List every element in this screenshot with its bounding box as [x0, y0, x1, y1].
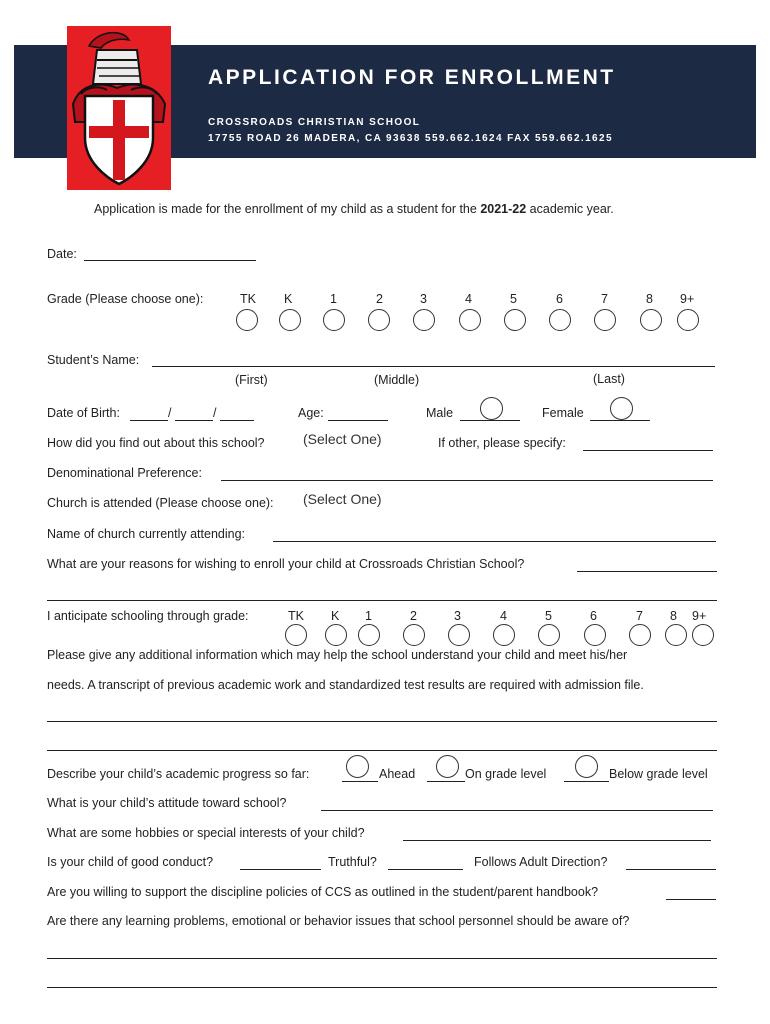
additional-info-line1: Please give any additional information which may help the school understand your child and meet his/her: [47, 648, 628, 662]
grade-radio-4[interactable]: [459, 309, 481, 331]
date-field[interactable]: [84, 260, 256, 261]
student-name-label: Student’s Name:: [47, 353, 140, 367]
anticipate-option-label: TK: [288, 609, 304, 623]
dob-separator: /: [213, 406, 217, 420]
follows-direction-label: Follows Adult Direction?: [474, 855, 608, 869]
church-name-label: Name of church currently attending:: [47, 527, 246, 541]
male-underline: [460, 420, 520, 421]
grade-option-label: 3: [420, 292, 427, 306]
school-logo: [67, 26, 171, 190]
grade-radio-1[interactable]: [323, 309, 345, 331]
church-name-field[interactable]: [273, 541, 716, 542]
grade-option-label: K: [284, 292, 293, 306]
reasons-field[interactable]: [577, 571, 717, 572]
female-label: Female: [542, 406, 584, 420]
discipline-field[interactable]: [666, 899, 716, 900]
other-specify-field[interactable]: [583, 450, 713, 451]
female-underline: [590, 420, 650, 421]
on-grade-label: On grade level: [465, 767, 547, 781]
school-name: CROSSROADS CHRISTIAN SCHOOL: [208, 117, 421, 128]
anticipate-option-label: 8: [670, 609, 677, 623]
anticipate-option-label: 1: [365, 609, 372, 623]
below-grade-radio[interactable]: [575, 755, 598, 778]
anticipate-radio-tk[interactable]: [285, 624, 307, 646]
hobbies-label: What are some hobbies or special interests of your child?: [47, 826, 365, 840]
date-label: Date:: [47, 247, 77, 261]
female-radio[interactable]: [610, 397, 633, 420]
intro-after: academic year.: [526, 202, 614, 216]
truthful-field[interactable]: [388, 869, 463, 870]
anticipate-radio-2[interactable]: [403, 624, 425, 646]
progress-label: Describe your child’s academic progress so far:: [47, 767, 310, 781]
dob-month-field[interactable]: [130, 420, 168, 421]
grade-option-label: TK: [240, 292, 256, 306]
anticipate-option-label: 7: [636, 609, 643, 623]
anticipate-option-label: 4: [500, 609, 507, 623]
anticipate-option-label: 3: [454, 609, 461, 623]
anticipate-radio-7[interactable]: [629, 624, 651, 646]
academic-year: 2021-22: [480, 202, 527, 216]
follows-direction-field[interactable]: [626, 869, 716, 870]
on-grade-radio[interactable]: [436, 755, 459, 778]
grade-option-label: 5: [510, 292, 517, 306]
grade-option-label: 2: [376, 292, 383, 306]
additional-info-field[interactable]: [47, 721, 717, 722]
reasons-field-line2[interactable]: [47, 600, 717, 601]
grade-radio-8[interactable]: [640, 309, 662, 331]
grade-option-label: 7: [601, 292, 608, 306]
anticipate-label: I anticipate schooling through grade:: [47, 609, 249, 623]
grade-radio-7[interactable]: [594, 309, 616, 331]
anticipate-option-label: 6: [590, 609, 597, 623]
truthful-label: Truthful?: [328, 855, 377, 869]
male-label: Male: [426, 406, 454, 420]
additional-info-line2: needs. A transcript of previous academic work and standardized test results are required with admission file.: [47, 678, 644, 692]
anticipate-radio-8[interactable]: [665, 624, 687, 646]
first-name-caption: (First): [235, 373, 268, 387]
anticipate-option-label: 5: [545, 609, 552, 623]
grade-option-label: 4: [465, 292, 472, 306]
additional-info-field-line2[interactable]: [47, 750, 717, 751]
anticipate-option-label: K: [331, 609, 340, 623]
anticipate-radio-5[interactable]: [538, 624, 560, 646]
anticipate-radio-3[interactable]: [448, 624, 470, 646]
form-title: APPLICATION FOR ENROLLMENT: [208, 66, 616, 89]
grade-option-label: 6: [556, 292, 563, 306]
learning-issues-field-line2[interactable]: [47, 987, 717, 988]
attitude-field[interactable]: [321, 810, 713, 811]
grade-radio-2[interactable]: [368, 309, 390, 331]
ahead-radio[interactable]: [346, 755, 369, 778]
dob-separator: /: [168, 406, 172, 420]
church-attended-select[interactable]: (Select One): [303, 491, 382, 507]
other-specify-label: If other, please specify:: [438, 436, 566, 450]
ahead-label: Ahead: [379, 767, 416, 781]
anticipate-radio-6[interactable]: [584, 624, 606, 646]
below-grade-underline: [564, 781, 609, 782]
hobbies-field[interactable]: [403, 840, 711, 841]
denomination-label: Denominational Preference:: [47, 466, 202, 480]
anticipate-radio-k[interactable]: [325, 624, 347, 646]
grade-option-label: 1: [330, 292, 337, 306]
anticipate-radio-9plus[interactable]: [692, 624, 714, 646]
find-school-select[interactable]: (Select One): [303, 431, 382, 447]
dob-year-field[interactable]: [220, 420, 254, 421]
last-name-caption: (Last): [593, 372, 625, 386]
grade-radio-9plus[interactable]: [677, 309, 699, 331]
middle-name-caption: (Middle): [374, 373, 420, 387]
intro-before: Application is made for the enrollment of my child as a student for the: [94, 202, 481, 216]
age-label: Age:: [298, 406, 324, 420]
below-grade-label: Below grade level: [609, 767, 708, 781]
ahead-underline: [342, 781, 378, 782]
knight-shield-icon: [67, 26, 171, 190]
church-attended-label: Church is attended (Please choose one):: [47, 496, 274, 510]
intro-text: [94, 202, 614, 216]
grade-label: Grade (Please choose one):: [47, 292, 204, 306]
grade-radio-5[interactable]: [504, 309, 526, 331]
grade-radio-k[interactable]: [279, 309, 301, 331]
dob-label: Date of Birth:: [47, 406, 120, 420]
school-address: 17755 ROAD 26 MADERA, CA 93638 559.662.1624 FAX 559.662.1625: [208, 133, 613, 144]
male-radio[interactable]: [480, 397, 503, 420]
denomination-field[interactable]: [221, 480, 713, 481]
reasons-label: What are your reasons for wishing to enroll your child at Crossroads Christian School?: [47, 557, 525, 571]
conduct-label: Is your child of good conduct?: [47, 855, 214, 869]
anticipate-radio-4[interactable]: [493, 624, 515, 646]
grade-radio-tk[interactable]: [236, 309, 258, 331]
student-name-field[interactable]: [152, 366, 715, 367]
discipline-label: Are you willing to support the discipline policies of CCS as outlined in the student/parent handbook?: [47, 885, 599, 899]
anticipate-option-label: 2: [410, 609, 417, 623]
grade-radio-6[interactable]: [549, 309, 571, 331]
learning-issues-field[interactable]: [47, 958, 717, 959]
dob-day-field[interactable]: [175, 420, 213, 421]
find-school-label: How did you find out about this school?: [47, 436, 265, 450]
conduct-field[interactable]: [240, 869, 321, 870]
grade-option-label: 9+: [680, 292, 695, 306]
learning-issues-label: Are there any learning problems, emotional or behavior issues that school personnel should be aware of?: [47, 914, 630, 928]
age-field[interactable]: [328, 420, 388, 421]
anticipate-radio-1[interactable]: [358, 624, 380, 646]
anticipate-option-label: 9+: [692, 609, 707, 623]
attitude-label: What is your child’s attitude toward school?: [47, 796, 287, 810]
on-grade-underline: [427, 781, 465, 782]
grade-radio-3[interactable]: [413, 309, 435, 331]
grade-option-label: 8: [646, 292, 653, 306]
